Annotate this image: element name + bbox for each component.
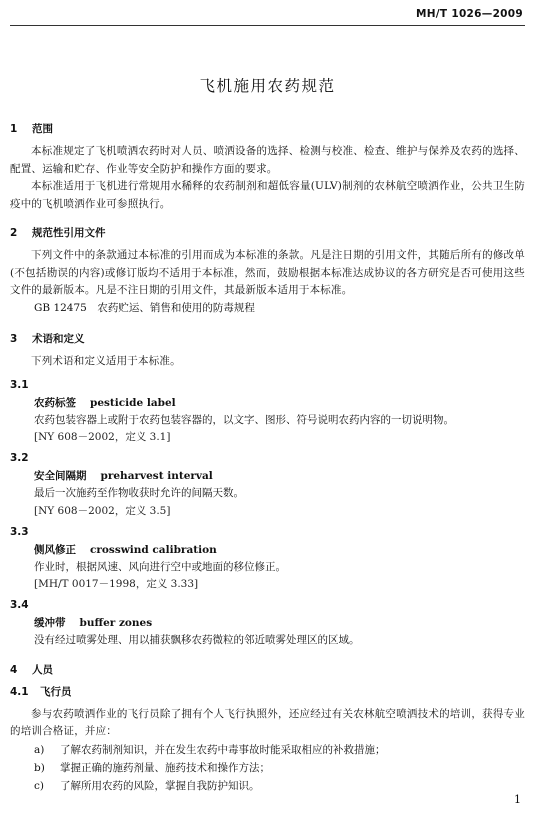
term-number: 3.1 <box>10 378 29 391</box>
list-text: 了解所用农药的风险，掌握自我防护知识。 <box>60 779 260 792</box>
section-4-heading <box>10 662 525 678</box>
section-number: 3 <box>10 333 18 345</box>
section-3-heading <box>10 331 525 347</box>
term-entry <box>34 395 525 412</box>
paragraph: 下列术语和定义适用于本标准。 <box>31 355 181 367</box>
paragraph: 参与农药喷洒作业的飞行员除了拥有个人飞行执照外，还应经过有关农林航空喷洒技术的培训，获得专业的培训合格证，并应： <box>10 707 525 737</box>
list-item <box>34 741 525 759</box>
section-title: 人员 <box>32 663 53 676</box>
section-title: 范围 <box>32 123 53 135</box>
term-cn: 安全间隔期 <box>34 470 87 482</box>
term-definition: 最后一次施药至作物收获时允许的间隔天数。 <box>34 487 244 499</box>
list-label: a) <box>34 743 45 756</box>
section-title: 术语和定义 <box>32 333 85 345</box>
subsection-number: 4.1 <box>10 685 29 698</box>
section-title: 规范性引用文件 <box>32 227 106 239</box>
term-entry <box>34 468 525 485</box>
standard-code: MH/T 1026—2009 <box>415 8 523 20</box>
term-definition: 作业时，根据风速、风向进行空中或地面的移位修正。 <box>34 560 286 573</box>
subsection-4-1-heading <box>10 684 525 700</box>
section-1-heading <box>10 121 525 137</box>
subsection-title: 飞行员 <box>40 685 72 698</box>
paragraph: 本标准适用于飞机进行常规用水稀释的农药制剂和超低容量(ULV)制剂的农林航空喷洒作业，公共卫生防疫中的飞机喷洒作业可参照执行。 <box>10 180 525 210</box>
section-number: 2 <box>10 227 18 239</box>
document-title: 飞机施用农药规范 <box>199 77 336 95</box>
term-source: [MH/T 0017－1998，定义 3.33] <box>34 578 199 590</box>
term-entry <box>34 615 525 632</box>
term-number: 3.2 <box>10 452 29 464</box>
section-number: 4 <box>10 663 18 676</box>
term-en: buffer zones <box>79 617 153 629</box>
term-cn: 侧风修正 <box>34 543 76 556</box>
section-number: 1 <box>10 123 18 135</box>
list-item <box>34 759 525 777</box>
term-en: crosswind calibration <box>90 543 217 556</box>
normative-reference: GB 12475 农药贮运、销售和使用的防毒规程 <box>34 301 255 314</box>
term-number: 3.3 <box>10 525 29 538</box>
term-en: pesticide label <box>90 396 176 409</box>
list-text: 掌握正确的施药剂量、施药技术和操作方法； <box>60 761 270 774</box>
list-label: c) <box>34 779 44 792</box>
document-body <box>10 117 525 795</box>
list-label: b) <box>34 761 45 774</box>
term-en: preharvest interval <box>100 470 213 482</box>
term-definition: 农药包装容器上或附于农药包装容器的，以文字、图形、符号说明农药内容的一切说明物。 <box>34 413 454 426</box>
term-definition: 没有经过喷雾处理、用以捕获飘移农药微粒的邻近喷雾处理区的区域。 <box>34 634 360 646</box>
paragraph: 本标准规定了飞机喷洒农药时对人员、喷洒设备的选择、检测与校准、检查、维护与保养及农药的选择、配置、运输和贮存、作业等安全防护和操作方面的要求。 <box>10 145 525 175</box>
header-divider <box>10 25 525 26</box>
term-source: [NY 608－2002，定义 3.5] <box>34 504 171 517</box>
section-2-heading <box>10 225 525 241</box>
term-cn: 缓冲带 <box>34 617 66 629</box>
list-text: 了解农药制剂知识，并在发生农药中毒事故时能采取相应的补救措施； <box>60 743 386 756</box>
paragraph: 下列文件中的条款通过本标准的引用而成为本标准的条款。凡是注日期的引用文件，其随后所有的修改单(不包括勘误的内容)或修订版均不适用于本标准，然而，鼓励根据本标准达成协议的各方研究是否可使用这些文件的最新版本。凡是不注日期的引用文件，其最新版本适用于本标准。 <box>10 249 525 296</box>
list-item <box>34 777 525 795</box>
term-number: 3.4 <box>10 599 29 611</box>
term-cn: 农药标签 <box>34 396 76 409</box>
term-source: [NY 608－2002，定义 3.1] <box>34 431 171 443</box>
term-entry <box>34 542 525 559</box>
page-number: 1 <box>514 793 521 806</box>
